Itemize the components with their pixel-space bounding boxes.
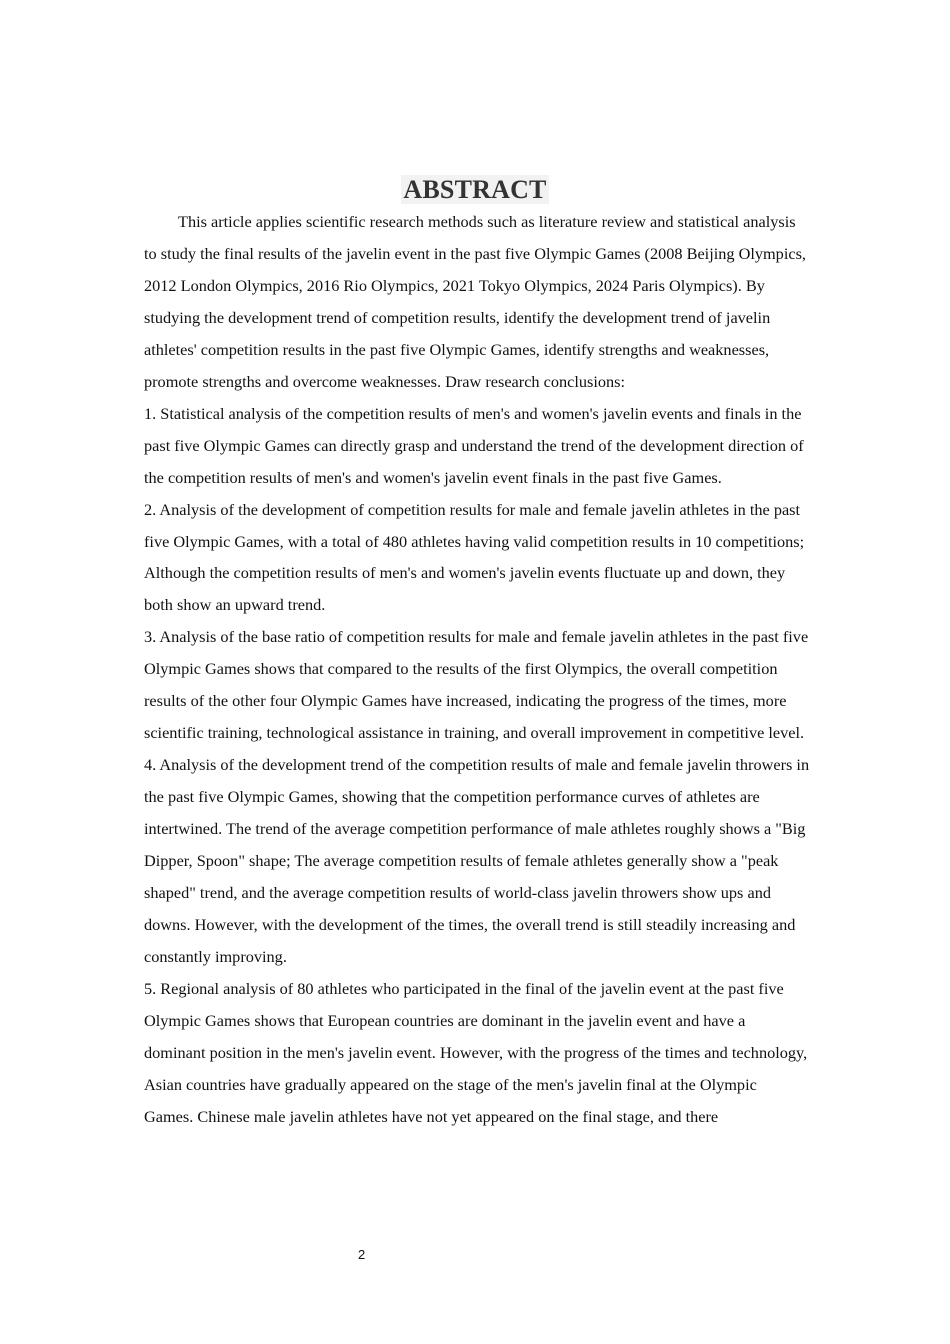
- abstract-heading: [0, 172, 950, 208]
- conclusion-1: 1. Statistical analysis of the competition results of men's and women's javelin events and finals in the past five Olympic Games can directly grasp and understand the trend of the development direction of the competition results of men's and women's javelin event finals in the past five Games.: [144, 403, 804, 487]
- abstract-body: [144, 206, 810, 1133]
- conclusion-2: 2. Analysis of the development of competition results for male and female javelin athletes in the past five Olympic Games, with a total of 480 athletes having valid competition results in 10 competitions; Although the competition results of men's and women's javelin events fluctuate up and down, they both show an upward trend.: [144, 499, 805, 615]
- page-number: 2: [358, 1247, 366, 1262]
- intro-paragraph: This article applies scientific research methods such as literature review and statistical analysis to study the final results of the javelin event in the past five Olympic Games (2008 Beijing Olympics, 2012 London Olympics, 2016 Rio Olympics, 2021 Tokyo Olympics, 2024 Paris Olympics). By studying the development trend of competition results, identify the development trend of javelin athletes' competition results in the past five Olympic Games, identify strengths and weaknesses, promote strengths and overcome weaknesses. Draw research conclusions:: [144, 212, 806, 391]
- conclusion-3: 3. Analysis of the base ratio of competition results for male and female javelin athletes in the past five Olympic Games shows that compared to the results of the first Olympics, the overall competition results of the other four Olympic Games have increased, indicating the progress of the times, more scientific training, technological assistance in training, and overall improvement in competitive level.: [144, 627, 809, 743]
- conclusion-5: 5. Regional analysis of 80 athletes who participated in the final of the javelin event at the past five Olympic Games shows that European countries are dominant in the javelin event and have a dominant position in the men's javelin event. However, with the progress of the times and technology, Asian countries have gradually appeared on the stage of the men's javelin final at the Olympic Games. Chinese male javelin athletes have not yet appeared on the final stage, and there: [144, 978, 808, 1126]
- abstract-heading-text: ABSTRACT: [403, 175, 547, 204]
- conclusion-4: 4. Analysis of the development trend of the competition results of male and female javelin throwers in the past five Olympic Games, showing that the competition performance curves of athletes are intertwined. The trend of the average competition performance of male athletes roughly shows a "Big Dipper, Spoon" shape; The average competition results of female athletes generally show a "peak shaped" trend, and the average competition results of world-class javelin throwers show ups and downs. However, with the development of the times, the overall trend is still steadily increasing and constantly improving.: [144, 755, 810, 966]
